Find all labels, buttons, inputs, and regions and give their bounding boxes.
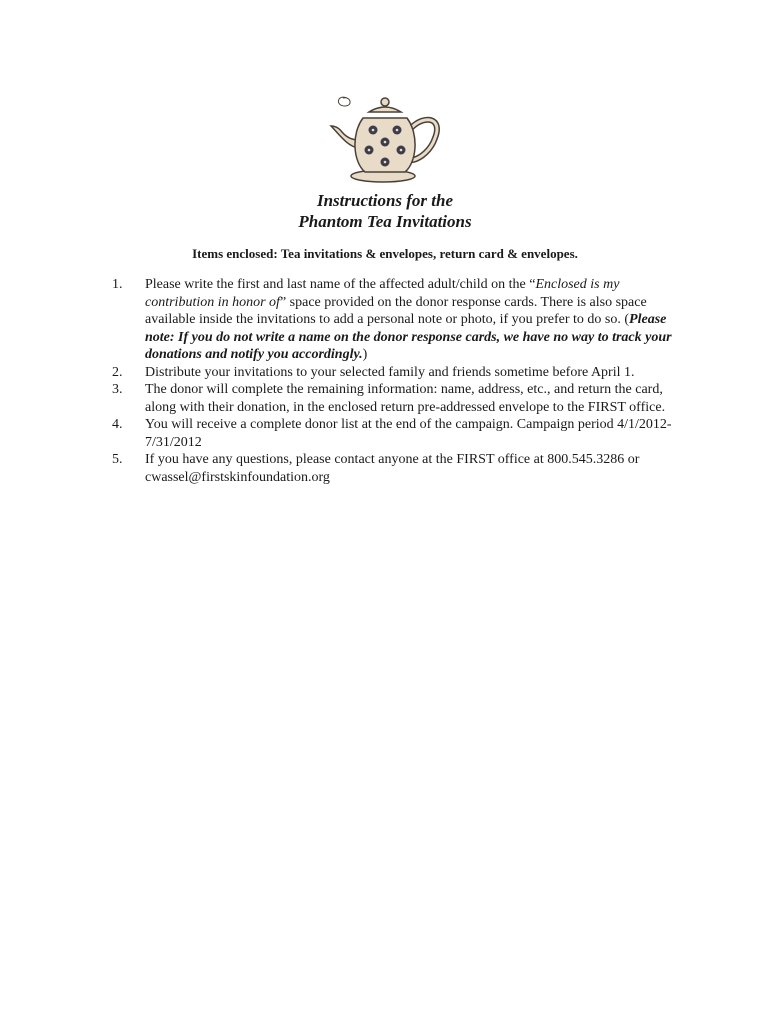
instruction-item-5 <box>112 451 672 486</box>
item-number: 1. <box>112 277 123 292</box>
instruction-item-3 <box>112 381 672 416</box>
page-title <box>0 190 770 232</box>
item-note: Please note: If you do not write a name on the donor response cards, we have no way to track your donations and notify you accordingly. <box>145 312 672 362</box>
item-text: The donor will complete the remaining information: name, address, etc., and return the card, along with their donation, in the enclosed return pre-addressed envelope to the FIRST office. <box>145 382 666 415</box>
title-line-2: Phantom Tea Invitations <box>298 212 472 231</box>
item-number: 5. <box>112 452 123 467</box>
item-text: You will receive a complete donor list at the end of the campaign. Campaign period 4/1/2012-7/31/2012 <box>145 417 672 450</box>
instruction-item-2 <box>112 364 672 382</box>
item-number: 4. <box>112 417 123 432</box>
item-number: 3. <box>112 382 123 397</box>
item-text: Please write the first and last name of the affected adult/child on the “ <box>145 277 536 292</box>
instruction-item-1 <box>112 276 672 364</box>
instruction-list <box>112 276 672 486</box>
item-text: Distribute your invitations to your selected family and friends sometime before April 1. <box>145 364 635 380</box>
item-number: 2. <box>112 364 123 380</box>
title-line-1: Instructions for the <box>316 191 454 210</box>
item-text-continued: ” space provided on the donor response cards. There is also space available inside the invitations to add a personal note or photo, if you prefer to do so. ( <box>145 294 647 327</box>
item-italic-phrase: Enclosed is my contribution in honor of <box>145 277 620 310</box>
teapot-icon <box>325 88 445 188</box>
items-enclosed <box>0 246 770 262</box>
instruction-item-4 <box>112 416 672 451</box>
items-enclosed-text: Items enclosed: Tea invitations & envelopes, return card & envelopes. <box>192 246 578 261</box>
item-text: If you have any questions, please contact anyone at the FIRST office at 800.545.3286 or cwassel@firstskinfoundation.org <box>145 452 640 485</box>
item-text-close: ) <box>362 347 368 362</box>
